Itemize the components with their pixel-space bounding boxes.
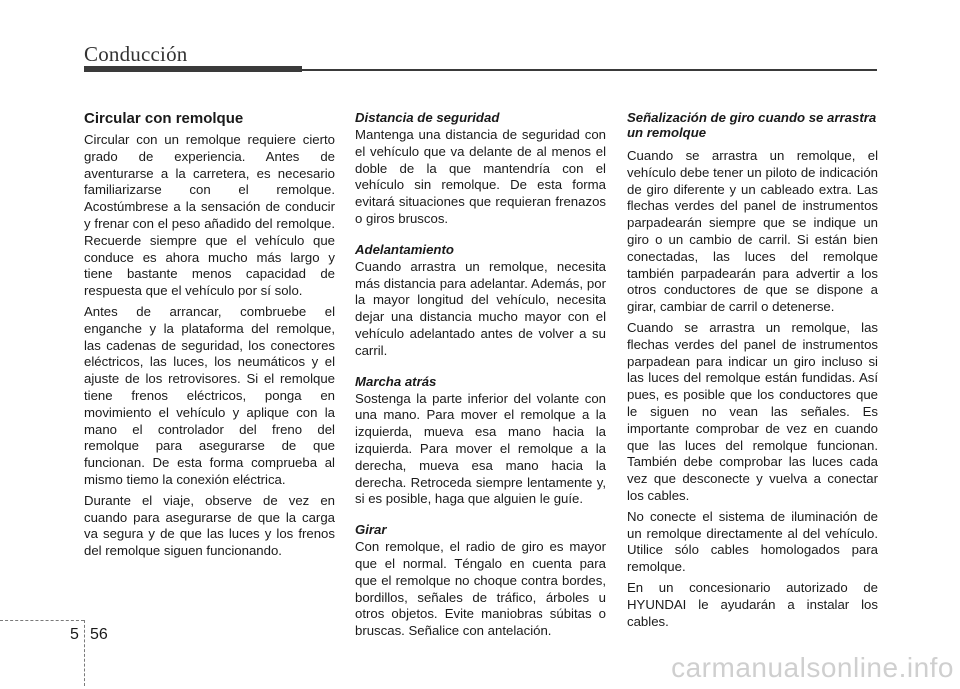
- paragraph: Circular con un remolque requiere cierto grado de experiencia. Antes de aventurarse a la carretera, es necesario familiarizarse con el remolque. Acostúmbrese a la sensación de conducir y frenar con el peso añadido del remolque. Recuerde siempre que el vehículo que conduce es ahora mucho más largo y tiene bastante menos capacidad de respuesta que el vehículo por sí solo.: [84, 132, 335, 299]
- column-3: [627, 110, 878, 634]
- paragraph: Con remolque, el radio de giro es mayor que el normal. Téngalo en cuenta para que el remolque no choque contra bordes, bordillos, señales de tráfico, árboles u otros objetos. Evite maniobras súbitas o bruscas. Señalice con antelación.: [355, 539, 606, 639]
- chapter-number: 5: [70, 626, 79, 643]
- paragraph: No conecte el sistema de iluminación de un remolque directamente al del vehículo. Utilice sólo cables homologados para remolque.: [627, 508, 878, 575]
- footer-divider-horizontal: [0, 620, 84, 621]
- subsection-heading-turn-signals: Señalización de giro cuando se arrastra un remolque: [627, 110, 877, 140]
- watermark: carmanualsonline.info: [671, 652, 954, 683]
- paragraph: Sostenga la parte inferior del volante con una mano. Para mover el remolque a la izquierda, mueva esa mano hacia la izquierda. Para mover el remolque a la derecha, mueva esa mano hacia la derecha. Retroceda siempre lentamente y, si es posible, haga que alguien le guíe.: [355, 390, 606, 507]
- subsection-turning: [355, 522, 606, 640]
- chapter-title: Conducción: [84, 42, 188, 66]
- header-rule-thin: [302, 69, 877, 71]
- footer-divider-vertical: [84, 620, 85, 686]
- paragraph: Antes de arrancar, combruebe el enganche y la plataforma del remolque, las cadenas de seguridad, los conectores eléctricos, las luces, los neumáticos y el ajuste de los retrovisores. Si el remolque tiene frenos eléctricos, ponga en movimiento el vehículo y aplique con la mano el controlador del freno del remolque para asegurarse de que funcionan. De esta forma comprueba al mismo tiemo la conexión eléctrica.: [84, 303, 335, 487]
- paragraph: Cuando arrastra un remolque, necesita más distancia para adelantar. Además, por la mayor longitud del vehículo, necesita dejar una distancia mucho mayor con el vehículo adelantado antes de volver a su carril.: [355, 258, 606, 358]
- paragraph: Mantenga una distancia de seguridad con el vehículo que va delante de al menos el doble de la que mantendría con el vehículo sin remolque. De esta forma evitará situaciones que requieran frenazos o giros bruscos.: [355, 127, 606, 226]
- subsection-heading: Marcha atrás: [355, 373, 437, 389]
- subsection-heading: Adelantamiento: [355, 241, 454, 257]
- header-rule-thick: [84, 66, 302, 72]
- paragraph: Durante el viaje, observe de vez en cuando para asegurarse de que la carga va segura y de que las luces y los frenos del remolque siguen funcionando.: [84, 492, 335, 559]
- subsection-heading: Girar: [355, 522, 387, 538]
- subsection-heading: Distancia de seguridad: [355, 110, 500, 125]
- subsection-reversing: [355, 374, 606, 509]
- section-heading-towing: Circular con remolque: [84, 110, 244, 127]
- paragraph: Cuando se arrastra un remolque, el vehículo debe tener un piloto de indicación de giro diferente y un cableado extra. Las flechas verdes del panel de instrumentos parpadearán siempre que se indique un giro o un cambio de carril. Si están bien conectadas, las luces del remolque también parpadearán para advertir a los otros conductores de que se dispone a girar, cambiar de carril o detenerse.: [627, 148, 878, 315]
- subsection-overtaking: [355, 242, 606, 360]
- paragraph: Cuando se arrastra un remolque, las flechas verdes del panel de instrumentos parpadean para indicar un giro incluso si las luces del remolque están fundidas. Así pues, es posible que los conductores que le siguen no vean las señales. Es importante comprobar de vez en cuando que las luces del remolque funcionan. También debe comprobar las luces cada vez que desconecte y vuelva a conectar los cables.: [627, 319, 878, 503]
- subsection-safety-distance: [355, 110, 606, 228]
- column-1: [84, 110, 335, 564]
- column-2: [355, 110, 606, 654]
- page-number: 56: [90, 626, 108, 643]
- paragraph: En un concesionario autorizado de HYUNDAI le ayudarán a instalar los cables.: [627, 579, 878, 629]
